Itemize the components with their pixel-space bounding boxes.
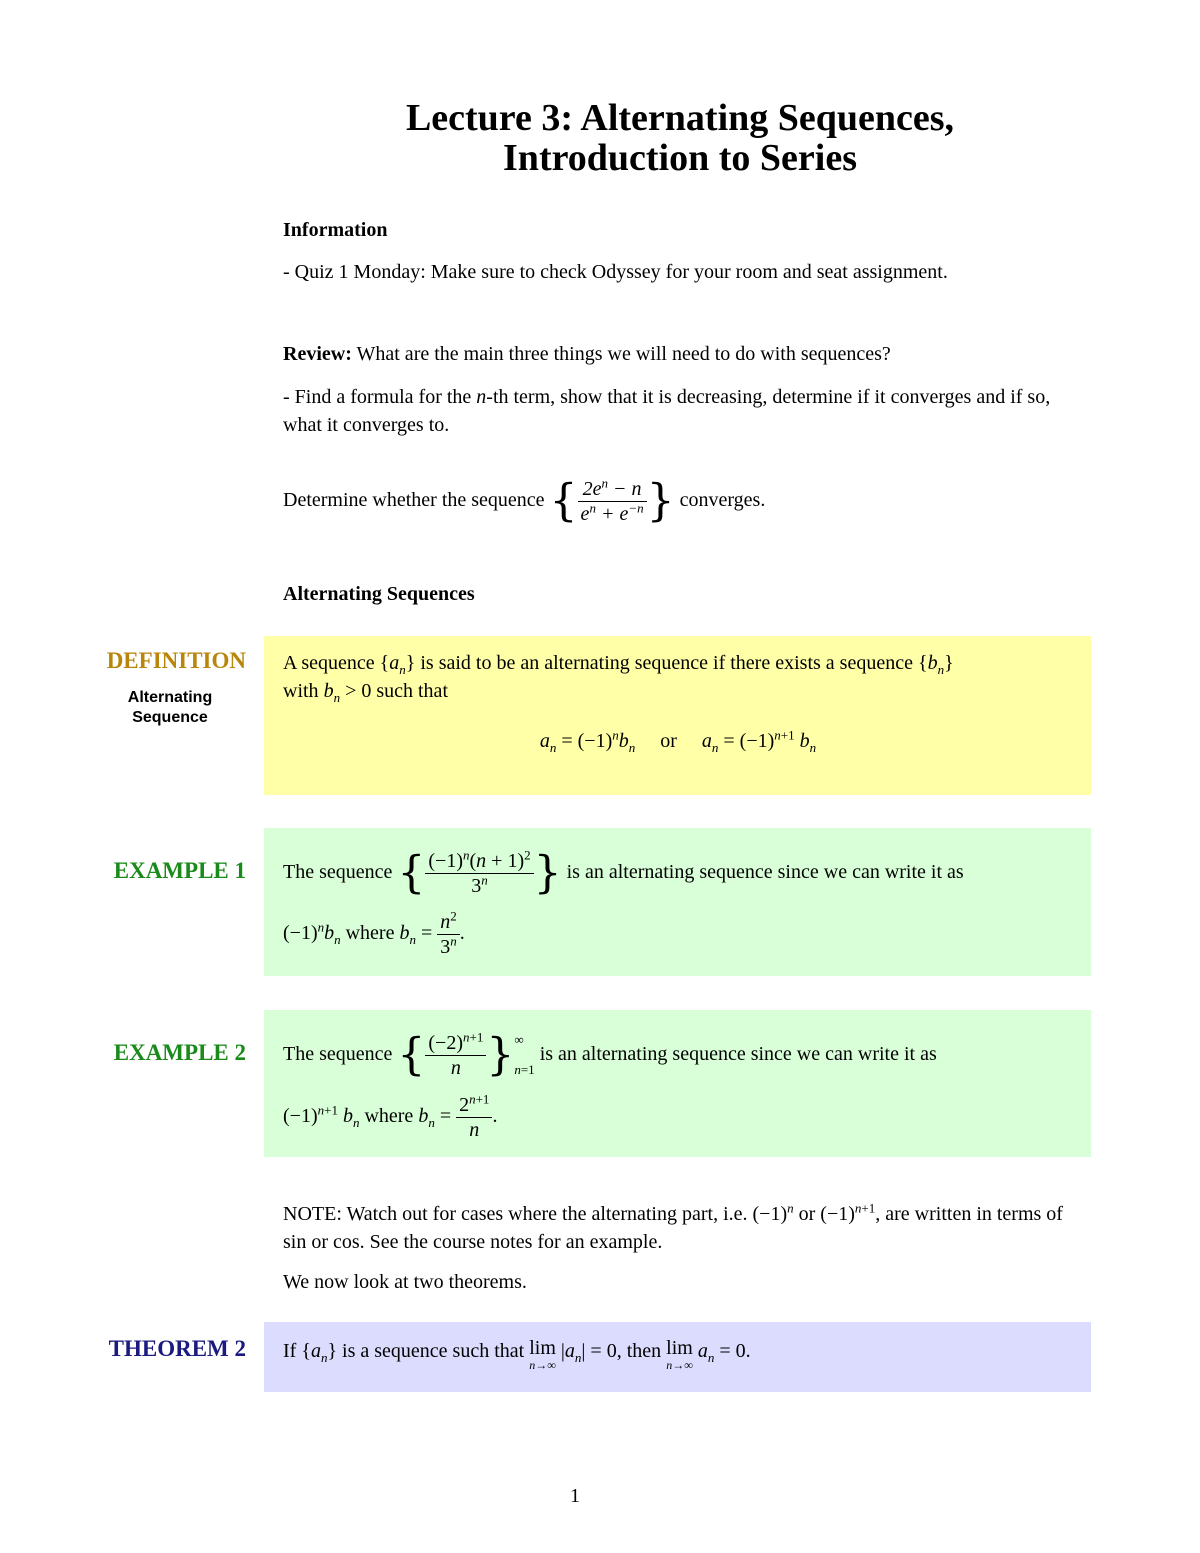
now-text: We now look at two theorems. [283,1271,527,1293]
example-2-line-2: $(-1)^{n+1}$ $b_n$ where $b_n$ = $\frac{2^{n+1}}{n}$ . [283,1091,498,1141]
lecture-title [300,98,1060,178]
note-t2: , are written in terms of sin or cos. See the course notes for an example. [283,1203,1063,1253]
review-answer-post: -th term, show that it is decreasing, determine if it converges and if so, what it converges to. [283,386,1051,436]
theorem-2-text: If $\{a_n\}$ is a sequence such that lim n→∞ $|a_n| = 0$, then lim n→∞ $a_n = 0$. [283,1337,751,1372]
example-1-post: is an alternating sequence since we can write it as [566,861,964,883]
review-answer-pre: - Find a formula for the [283,386,477,408]
review-answer-var: n [476,386,487,408]
definition-formula: $a_n = (-1)^nb_n$ or $a_n = (-1)^{n+1}$ $b_n$ [539,727,817,755]
definition-t1: A sequence [283,652,380,674]
determine-formula: { $\frac{2e^n - n}{e^n + e^{-n}}$ } [549,475,675,527]
review-question: What are the main three things we will need to do with sequences? [356,343,891,365]
title-line-1: Lecture 3: Alternating Sequences, [405,97,955,139]
determine-post: converges. [679,489,766,511]
definition-text-2: with $b_n > 0$ such that [283,680,448,705]
theorem-2-t1: If [283,1340,302,1362]
determine-line [283,470,1073,531]
definition-text-1: A sequence $\{a_n\}$ is said to be an alternating sequence if there exists a sequence $\{b_n\}$ [283,652,954,677]
definition-t4: such that [371,680,448,702]
information-item: - Quiz 1 Monday: Make sure to check Odyssey for your room and seat assignment. [283,261,948,283]
example-2-pre: The sequence [283,1043,393,1065]
definition-subtitle [95,688,245,728]
example-2-post: is an alternating sequence since we can write it as [539,1043,937,1065]
example-1-where: where [345,922,395,944]
alternating-heading: Alternating Sequences [283,583,475,605]
note-or: or [793,1203,821,1225]
definition-sub-1: Alternating [127,689,213,706]
example-1-line-1: The sequence { $\frac{(-1)^n(n + 1)^2}{3^n}$ } is an alternating sequence since we can write it as [283,847,964,899]
definition-sub-2: Sequence [132,709,208,726]
title-line-2: Introduction to Series [503,137,857,179]
determine-pre: Determine whether the sequence [283,489,545,511]
definition-or: or [660,730,677,752]
example-2-where: where [364,1105,414,1127]
review-line [283,340,1073,368]
example-2-line-1: The sequence { $\frac{(-2)^{n+1}}{n}$ } ∞ n=1 is an alternating sequence since we can write it as [283,1029,937,1081]
information-heading: Information [283,219,388,241]
review-label: Review: [283,343,352,365]
theorem-2-t3: , then [616,1340,667,1362]
example-1-pre: The sequence [283,861,393,883]
theorem-2-t2: is a sequence such that [337,1340,530,1362]
page-number: 1 [570,1485,580,1507]
definition-t2: is said to be an alternating sequence if there exists a sequence [415,652,918,674]
example-2-label: EXAMPLE 2 [113,1040,246,1065]
definition-label: DEFINITION [106,648,246,673]
example-1-line-2: $(-1)^nb_n$ where $b_n$ = $\frac{n^2}{3^n}$ . [283,908,465,958]
definition-t3: with [283,680,324,702]
note-text: NOTE: Watch out for cases where the alternating part, i.e. $(-1)^n$ or $(-1)^{n+1}$, are written in terms of sin or cos. See the course notes for an example. [283,1200,1063,1253]
note-t1: NOTE: Watch out for cases where the alternating part, i.e. [283,1203,753,1225]
review-answer [283,383,1073,439]
theorem-2-label: THEOREM 2 [108,1336,246,1361]
example-1-label: EXAMPLE 1 [113,858,246,883]
